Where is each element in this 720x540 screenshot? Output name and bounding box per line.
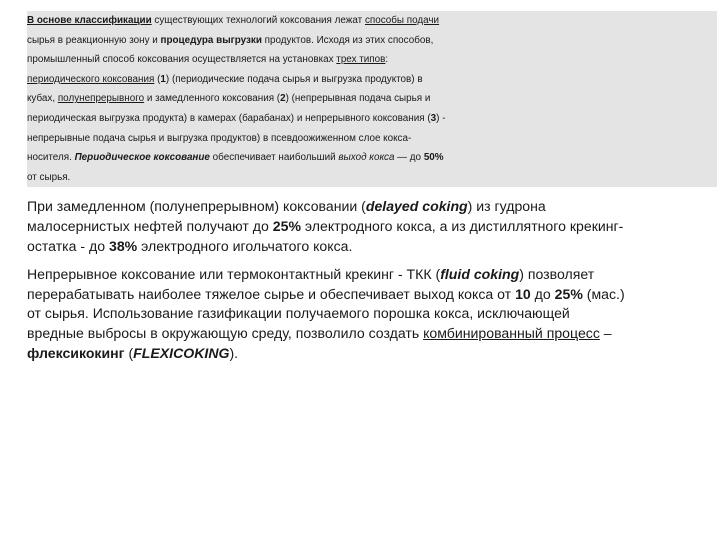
- text-run: электродного кокса, а из дистиллятного крекинг-: [301, 217, 624, 234]
- italic-text-run: выход кокса: [338, 152, 395, 164]
- text-line: [27, 217, 715, 237]
- text-run: носителя.: [27, 152, 75, 164]
- text-run: — до: [394, 152, 424, 164]
- underlined-text-run: способы подачи: [364, 15, 440, 26]
- bold-text-run: 1: [160, 73, 166, 85]
- bold-italic-text-run: FLEXICOKING: [133, 344, 230, 361]
- text-run: периодическая выгрузка продукта) в камерах (барабанах) и непрерывного коксования (: [27, 112, 431, 124]
- bold-text-run: 38%: [108, 237, 138, 254]
- bold-italic-text-run: fluid coking: [440, 266, 520, 283]
- text-line: [27, 285, 715, 305]
- document-page: [27, 11, 715, 363]
- bold-text-run: 3: [430, 112, 437, 124]
- text-run: –: [599, 324, 612, 341]
- text-run: малосернистых нефтей получают до: [27, 217, 273, 234]
- underlined-text-run: В основе классификации: [27, 15, 152, 26]
- text-line: [27, 197, 715, 217]
- text-run: Непрерывное коксование или термоконтактный крекинг - ТКК (: [27, 266, 441, 283]
- text-run: электродного игольчатого кокса.: [137, 237, 353, 254]
- text-line: [27, 129, 717, 149]
- text-run: ) (непрерывная подача сырья и: [285, 93, 431, 105]
- text-run: При замедленном (полунепрерывном) коксовании (: [27, 198, 366, 215]
- text-run: (: [154, 73, 161, 85]
- paragraph-classification: [27, 11, 715, 187]
- text-run: ) (периодические подача сырья и выгрузка продуктов) в: [165, 73, 423, 85]
- text-line: [27, 70, 717, 90]
- text-line: [27, 265, 715, 285]
- text-line: [27, 304, 715, 324]
- text-run: сырья в реакционную зону и: [27, 34, 161, 46]
- underlined-text-run: периодического коксования: [27, 73, 155, 85]
- text-run: промышленный способ коксования осуществляется на установках: [27, 54, 337, 66]
- text-run: остатка - до: [27, 237, 109, 254]
- bold-text-run: 10: [515, 285, 531, 302]
- text-run: (мас.): [582, 285, 625, 302]
- text-run: существующих технологий коксования лежат: [151, 15, 365, 26]
- paragraph-delayed-coking: [27, 197, 715, 256]
- text-run: обеспечивает наибольший: [209, 152, 339, 164]
- bold-text-run: 2: [280, 93, 286, 105]
- text-run: кубах,: [27, 93, 58, 105]
- text-line: [27, 11, 717, 31]
- text-line: [27, 148, 717, 168]
- text-line: [27, 324, 715, 344]
- bold-italic-text-run: Периодическое коксование: [74, 152, 210, 164]
- text-run: перерабатывать наиболее тяжелое сырье и обеспечивает выход кокса от: [27, 285, 516, 302]
- text-run: ) -: [436, 112, 446, 124]
- text-line: [27, 344, 715, 364]
- text-line: [27, 109, 717, 129]
- text-run: до: [530, 285, 555, 302]
- text-run: продуктов. Исходя из этих способов,: [261, 34, 434, 46]
- text-run: (: [124, 344, 134, 361]
- text-run: и замедленного коксования (: [144, 93, 281, 105]
- bold-text-run: флексикокинг: [27, 344, 125, 361]
- bold-text-run: 25%: [554, 285, 583, 302]
- text-line: [27, 168, 717, 188]
- underlined-text-run: комбинированный процесс: [423, 324, 600, 341]
- text-run: ) позволяет: [519, 266, 595, 283]
- text-run: от сырья. Использование газификации получаемого порошка кокса, исключающей: [27, 305, 570, 322]
- bold-text-run: 50%: [423, 152, 444, 164]
- paragraph-fluid-coking: [27, 265, 715, 363]
- text-run: непрерывные подача сырья и выгрузка продуктов) в псевдоожиженном слое кокса-: [27, 132, 412, 144]
- text-run: ).: [229, 344, 239, 361]
- text-line: [27, 50, 717, 70]
- text-run: от сырья.: [27, 171, 71, 183]
- text-run: :: [385, 54, 389, 66]
- bold-text-run: процедура выгрузки: [160, 34, 262, 46]
- underlined-text-run: трех типов: [336, 54, 386, 66]
- bold-text-run: 25%: [272, 217, 301, 234]
- bold-italic-text-run: delayed coking: [365, 198, 468, 215]
- text-line: [27, 237, 715, 257]
- text-run: ) из гудрона: [467, 198, 546, 215]
- underlined-text-run: полунепрерывного: [57, 93, 145, 105]
- text-line: [27, 89, 717, 109]
- text-run: вредные выбросы в окружающую среду, позволило создать: [27, 324, 424, 341]
- text-line: [27, 31, 717, 51]
